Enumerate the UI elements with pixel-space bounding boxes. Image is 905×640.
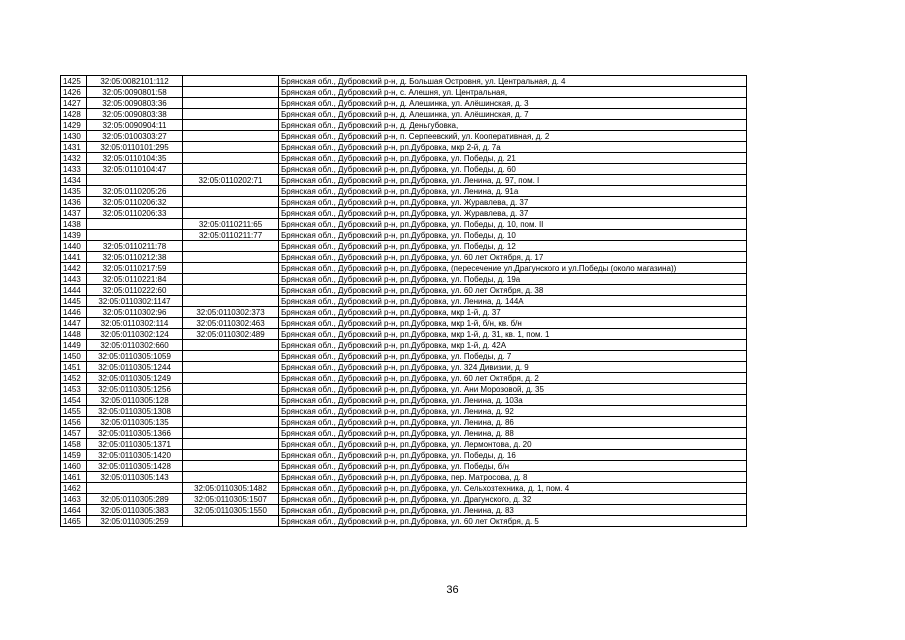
cadastral-number-secondary-cell — [183, 120, 279, 131]
address-cell: Брянская обл., Дубровский р-н, д. Деньгубовка, — [279, 120, 747, 131]
row-number-cell: 1440 — [61, 241, 87, 252]
cadastral-number-secondary-cell — [183, 296, 279, 307]
cadastral-number-secondary-cell — [183, 461, 279, 472]
address-cell: Брянская обл., Дубровский р-н, рп.Дубровка, ул. Победы, д. 12 — [279, 241, 747, 252]
table-row — [61, 230, 747, 241]
cadastral-number-secondary-cell — [183, 384, 279, 395]
address-cell: Брянская обл., Дубровский р-н, рп.Дубровка, ул. Победы, д. 60 — [279, 164, 747, 175]
address-cell: Брянская обл., Дубровский р-н, п. Серпеевский, ул. Кооперативная, д. 2 — [279, 131, 747, 142]
table-row — [61, 98, 747, 109]
table-row — [61, 274, 747, 285]
row-number-cell: 1431 — [61, 142, 87, 153]
cadastral-number-secondary-cell — [183, 516, 279, 527]
cadastral-number-secondary-cell — [183, 252, 279, 263]
cadastral-number-secondary-cell: 32:05:0110202:71 — [183, 175, 279, 186]
address-cell: Брянская обл., Дубровский р-н, рп.Дубровка, ул. Победы, д. 19а — [279, 274, 747, 285]
cadastral-number-secondary-cell — [183, 241, 279, 252]
address-cell: Брянская обл., Дубровский р-н, рп.Дубровка, ул. 60 лет Октября, д. 5 — [279, 516, 747, 527]
table-row — [61, 219, 747, 230]
address-cell: Брянская обл., Дубровский р-н, рп.Дубровка, ул. Ленина, д. 144А — [279, 296, 747, 307]
cadastral-number-cell: 32:05:0110205:26 — [87, 186, 183, 197]
cadastral-number-secondary-cell — [183, 109, 279, 120]
cadastral-number-cell: 32:05:0110206:33 — [87, 208, 183, 219]
row-number-cell: 1437 — [61, 208, 87, 219]
table-row — [61, 208, 747, 219]
cadastral-number-cell — [87, 230, 183, 241]
cadastral-number-cell: 32:05:0110305:1366 — [87, 428, 183, 439]
table-row — [61, 241, 747, 252]
address-cell: Брянская обл., Дубровский р-н, рп.Дубровка, ул. Ленина, д. 97, пом. I — [279, 175, 747, 186]
table-row — [61, 307, 747, 318]
table-row — [61, 351, 747, 362]
address-cell: Брянская обл., Дубровский р-н, рп.Дубровка, ул. 60 лет Октября, д. 17 — [279, 252, 747, 263]
table-row — [61, 439, 747, 450]
cadastral-number-secondary-cell — [183, 197, 279, 208]
address-cell: Брянская обл., Дубровский р-н, рп.Дубровка, ул. Победы, д. 10 — [279, 230, 747, 241]
cadastral-number-cell: 32:05:0110305:1059 — [87, 351, 183, 362]
cadastral-number-secondary-cell — [183, 153, 279, 164]
table-row — [61, 120, 747, 131]
row-number-cell: 1433 — [61, 164, 87, 175]
row-number-cell: 1430 — [61, 131, 87, 142]
address-cell: Брянская обл., Дубровский р-н, рп.Дубровка, мкр 1-й, д. 31, кв. 1, пом. 1 — [279, 329, 747, 340]
table-row — [61, 87, 747, 98]
address-cell: Брянская обл., Дубровский р-н, рп.Дубровка, ул. Победы, д. 16 — [279, 450, 747, 461]
cadastral-number-cell: 32:05:0110305:143 — [87, 472, 183, 483]
row-number-cell: 1441 — [61, 252, 87, 263]
table-row — [61, 417, 747, 428]
table-body — [61, 76, 747, 527]
cadastral-number-cell: 32:05:0110104:35 — [87, 153, 183, 164]
address-cell: Брянская обл., Дубровский р-н, рп.Дубровка, ул. Ани Морозовой, д. 35 — [279, 384, 747, 395]
table-row — [61, 296, 747, 307]
cadastral-number-cell: 32:05:0110305:289 — [87, 494, 183, 505]
address-cell: Брянская обл., Дубровский р-н, д. Алешинка, ул. Алёшинская, д. 7 — [279, 109, 747, 120]
cadastral-number-cell: 32:05:0110206:32 — [87, 197, 183, 208]
table-row — [61, 329, 747, 340]
cadastral-number-cell: 32:05:0110221:84 — [87, 274, 183, 285]
cadastral-number-secondary-cell — [183, 351, 279, 362]
cadastral-number-cell: 32:05:0110222:60 — [87, 285, 183, 296]
cadastral-number-secondary-cell — [183, 395, 279, 406]
row-number-cell: 1463 — [61, 494, 87, 505]
table-row — [61, 285, 747, 296]
table-row — [61, 373, 747, 384]
table-row — [61, 142, 747, 153]
row-number-cell: 1438 — [61, 219, 87, 230]
cadastral-number-cell: 32:05:0090904:11 — [87, 120, 183, 131]
row-number-cell: 1447 — [61, 318, 87, 329]
cadastral-number-cell: 32:05:0110211:78 — [87, 241, 183, 252]
page-number: 36 — [446, 584, 459, 596]
cadastral-number-secondary-cell — [183, 98, 279, 109]
cadastral-number-secondary-cell: 32:05:0110305:1550 — [183, 505, 279, 516]
row-number-cell: 1465 — [61, 516, 87, 527]
table-row — [61, 494, 747, 505]
cadastral-number-cell: 32:05:0090803:36 — [87, 98, 183, 109]
address-cell: Брянская обл., Дубровский р-н, рп.Дубровка, мкр 1-й, д. 37 — [279, 307, 747, 318]
row-number-cell: 1456 — [61, 417, 87, 428]
address-cell: Брянская обл., Дубровский р-н, рп.Дубровка, ул. 60 лет Октября, д. 2 — [279, 373, 747, 384]
cadastral-number-cell: 32:05:0110305:1249 — [87, 373, 183, 384]
cadastral-number-secondary-cell — [183, 274, 279, 285]
cadastral-number-secondary-cell — [183, 285, 279, 296]
cadastral-number-secondary-cell — [183, 362, 279, 373]
cadastral-number-secondary-cell — [183, 263, 279, 274]
cadastral-number-secondary-cell — [183, 186, 279, 197]
table-row — [61, 340, 747, 351]
cadastral-number-cell: 32:05:0090803:38 — [87, 109, 183, 120]
address-cell: Брянская обл., Дубровский р-н, рп.Дубровка, пер. Матросова, д. 8 — [279, 472, 747, 483]
cadastral-number-cell: 32:05:0110104:47 — [87, 164, 183, 175]
row-number-cell: 1442 — [61, 263, 87, 274]
address-cell: Брянская обл., Дубровский р-н, рп.Дубровка, мкр 1-й, б/н, кв. б/н — [279, 318, 747, 329]
cadastral-number-cell: 32:05:0110302:660 — [87, 340, 183, 351]
cadastral-number-cell: 32:05:0110302:96 — [87, 307, 183, 318]
table-row — [61, 406, 747, 417]
row-number-cell: 1446 — [61, 307, 87, 318]
address-cell: Брянская обл., Дубровский р-н, рп.Дубровка, (пересечение ул.Драгунского и ул.Победы (около магазина)) — [279, 263, 747, 274]
address-cell: Брянская обл., Дубровский р-н, рп.Дубровка, ул. Ленина, д. 86 — [279, 417, 747, 428]
address-cell: Брянская обл., Дубровский р-н, д. Большая Островня, ул. Центральная, д. 4 — [279, 76, 747, 87]
row-number-cell: 1464 — [61, 505, 87, 516]
row-number-cell: 1439 — [61, 230, 87, 241]
cadastral-number-cell: 32:05:0110302:114 — [87, 318, 183, 329]
cadastral-number-cell: 32:05:0110101:295 — [87, 142, 183, 153]
cadastral-number-secondary-cell — [183, 406, 279, 417]
address-cell: Брянская обл., Дубровский р-н, рп.Дубровка, ул. Ленина, д. 83 — [279, 505, 747, 516]
table-row — [61, 164, 747, 175]
table-row — [61, 153, 747, 164]
table-row — [61, 186, 747, 197]
cadastral-number-cell: 32:05:0110305:128 — [87, 395, 183, 406]
cadastral-number-cell — [87, 483, 183, 494]
cadastral-number-secondary-cell: 32:05:0110302:463 — [183, 318, 279, 329]
table-row — [61, 428, 747, 439]
cadastral-number-cell: 32:05:0110305:1244 — [87, 362, 183, 373]
table-row — [61, 252, 747, 263]
cadastral-number-secondary-cell: 32:05:0110305:1482 — [183, 483, 279, 494]
row-number-cell: 1432 — [61, 153, 87, 164]
cadastral-number-secondary-cell: 32:05:0110211:65 — [183, 219, 279, 230]
cadastral-number-secondary-cell — [183, 340, 279, 351]
cadastral-number-cell — [87, 175, 183, 186]
row-number-cell: 1453 — [61, 384, 87, 395]
row-number-cell: 1449 — [61, 340, 87, 351]
cadastral-number-secondary-cell: 32:05:0110302:373 — [183, 307, 279, 318]
address-cell: Брянская обл., Дубровский р-н, рп.Дубровка, ул. 60 лет Октября, д. 38 — [279, 285, 747, 296]
address-cell: Брянская обл., Дубровский р-н, рп.Дубровка, ул. Победы, д. 10, пом. II — [279, 219, 747, 230]
row-number-cell: 1436 — [61, 197, 87, 208]
row-number-cell: 1459 — [61, 450, 87, 461]
cadastral-number-secondary-cell — [183, 87, 279, 98]
cadastral-number-secondary-cell — [183, 428, 279, 439]
table-row — [61, 76, 747, 87]
row-number-cell: 1454 — [61, 395, 87, 406]
row-number-cell: 1435 — [61, 186, 87, 197]
address-cell: Брянская обл., Дубровский р-н, рп.Дубровка, мкр 1-й, д. 42А — [279, 340, 747, 351]
address-cell: Брянская обл., Дубровский р-н, рп.Дубровка, ул. Драгунского, д. 32 — [279, 494, 747, 505]
address-cell: Брянская обл., Дубровский р-н, рп.Дубровка, ул. Лермонтова, д. 20 — [279, 439, 747, 450]
table-row — [61, 384, 747, 395]
address-cell: Брянская обл., Дубровский р-н, рп.Дубровка, ул. Победы, б/н — [279, 461, 747, 472]
address-cell: Брянская обл., Дубровский р-н, рп.Дубровка, ул. 324 Дивизии, д. 9 — [279, 362, 747, 373]
cadastral-number-cell: 32:05:0110212:38 — [87, 252, 183, 263]
address-cell: Брянская обл., Дубровский р-н, рп.Дубровка, мкр 2-й, д. 7а — [279, 142, 747, 153]
table-row — [61, 362, 747, 373]
cadastral-number-secondary-cell — [183, 450, 279, 461]
address-cell: Брянская обл., Дубровский р-н, рп.Дубровка, ул. Сельхозтехника, д. 1, пом. 4 — [279, 483, 747, 494]
cadastral-number-cell: 32:05:0110305:1420 — [87, 450, 183, 461]
cadastral-number-secondary-cell — [183, 439, 279, 450]
table-row — [61, 263, 747, 274]
cadastral-number-cell: 32:05:0110302:124 — [87, 329, 183, 340]
row-number-cell: 1448 — [61, 329, 87, 340]
cadastral-number-secondary-cell — [183, 142, 279, 153]
property-register-table — [60, 75, 747, 527]
cadastral-number-secondary-cell — [183, 131, 279, 142]
table-row — [61, 395, 747, 406]
address-cell: Брянская обл., Дубровский р-н, рп.Дубровка, ул. Ленина, д. 91а — [279, 186, 747, 197]
row-number-cell: 1445 — [61, 296, 87, 307]
row-number-cell: 1450 — [61, 351, 87, 362]
row-number-cell: 1460 — [61, 461, 87, 472]
cadastral-number-secondary-cell — [183, 76, 279, 87]
row-number-cell: 1451 — [61, 362, 87, 373]
cadastral-number-cell: 32:05:0100303:27 — [87, 131, 183, 142]
row-number-cell: 1425 — [61, 76, 87, 87]
row-number-cell: 1443 — [61, 274, 87, 285]
row-number-cell: 1444 — [61, 285, 87, 296]
cadastral-number-cell — [87, 219, 183, 230]
row-number-cell: 1426 — [61, 87, 87, 98]
table-row — [61, 472, 747, 483]
table-row — [61, 461, 747, 472]
cadastral-number-cell: 32:05:0110305:1308 — [87, 406, 183, 417]
table-row — [61, 131, 747, 142]
table-row — [61, 516, 747, 527]
row-number-cell: 1461 — [61, 472, 87, 483]
table-row — [61, 109, 747, 120]
row-number-cell: 1458 — [61, 439, 87, 450]
cadastral-number-secondary-cell — [183, 417, 279, 428]
row-number-cell: 1434 — [61, 175, 87, 186]
cadastral-number-secondary-cell: 32:05:0110211:77 — [183, 230, 279, 241]
cadastral-number-cell: 32:05:0110305:259 — [87, 516, 183, 527]
cadastral-number-cell: 32:05:0090801:58 — [87, 87, 183, 98]
address-cell: Брянская обл., Дубровский р-н, рп.Дубровка, ул. Победы, д. 21 — [279, 153, 747, 164]
address-cell: Брянская обл., Дубровский р-н, рп.Дубровка, ул. Журавлева, д. 37 — [279, 197, 747, 208]
table-row — [61, 505, 747, 516]
cadastral-number-cell: 32:05:0110305:135 — [87, 417, 183, 428]
row-number-cell: 1427 — [61, 98, 87, 109]
address-cell: Брянская обл., Дубровский р-н, с. Алешня, ул. Центральная, — [279, 87, 747, 98]
table-row — [61, 175, 747, 186]
cadastral-number-secondary-cell: 32:05:0110305:1507 — [183, 494, 279, 505]
cadastral-number-secondary-cell — [183, 208, 279, 219]
address-cell: Брянская обл., Дубровский р-н, д. Алешинка, ул. Алёшинская, д. 3 — [279, 98, 747, 109]
cadastral-number-secondary-cell — [183, 472, 279, 483]
cadastral-number-cell: 32:05:0110305:383 — [87, 505, 183, 516]
table-row — [61, 318, 747, 329]
cadastral-number-secondary-cell — [183, 373, 279, 384]
table-row — [61, 450, 747, 461]
address-cell: Брянская обл., Дубровский р-н, рп.Дубровка, ул. Победы, д. 7 — [279, 351, 747, 362]
table-row — [61, 197, 747, 208]
address-cell: Брянская обл., Дубровский р-н, рп.Дубровка, ул. Журавлева, д. 37 — [279, 208, 747, 219]
row-number-cell: 1455 — [61, 406, 87, 417]
address-cell: Брянская обл., Дубровский р-н, рп.Дубровка, ул. Ленина, д. 103а — [279, 395, 747, 406]
row-number-cell: 1452 — [61, 373, 87, 384]
cadastral-number-secondary-cell: 32:05:0110302:489 — [183, 329, 279, 340]
cadastral-number-cell: 32:05:0110305:1256 — [87, 384, 183, 395]
cadastral-number-cell: 32:05:0110302:1147 — [87, 296, 183, 307]
address-cell: Брянская обл., Дубровский р-н, рп.Дубровка, ул. Ленина, д. 88 — [279, 428, 747, 439]
cadastral-number-secondary-cell — [183, 164, 279, 175]
cadastral-number-cell: 32:05:0110217:59 — [87, 263, 183, 274]
cadastral-number-cell: 32:05:0110305:1371 — [87, 439, 183, 450]
row-number-cell: 1429 — [61, 120, 87, 131]
row-number-cell: 1462 — [61, 483, 87, 494]
cadastral-number-cell: 32:05:0082101:112 — [87, 76, 183, 87]
row-number-cell: 1428 — [61, 109, 87, 120]
address-cell: Брянская обл., Дубровский р-н, рп.Дубровка, ул. Ленина, д. 92 — [279, 406, 747, 417]
row-number-cell: 1457 — [61, 428, 87, 439]
cadastral-number-cell: 32:05:0110305:1428 — [87, 461, 183, 472]
table-row — [61, 483, 747, 494]
